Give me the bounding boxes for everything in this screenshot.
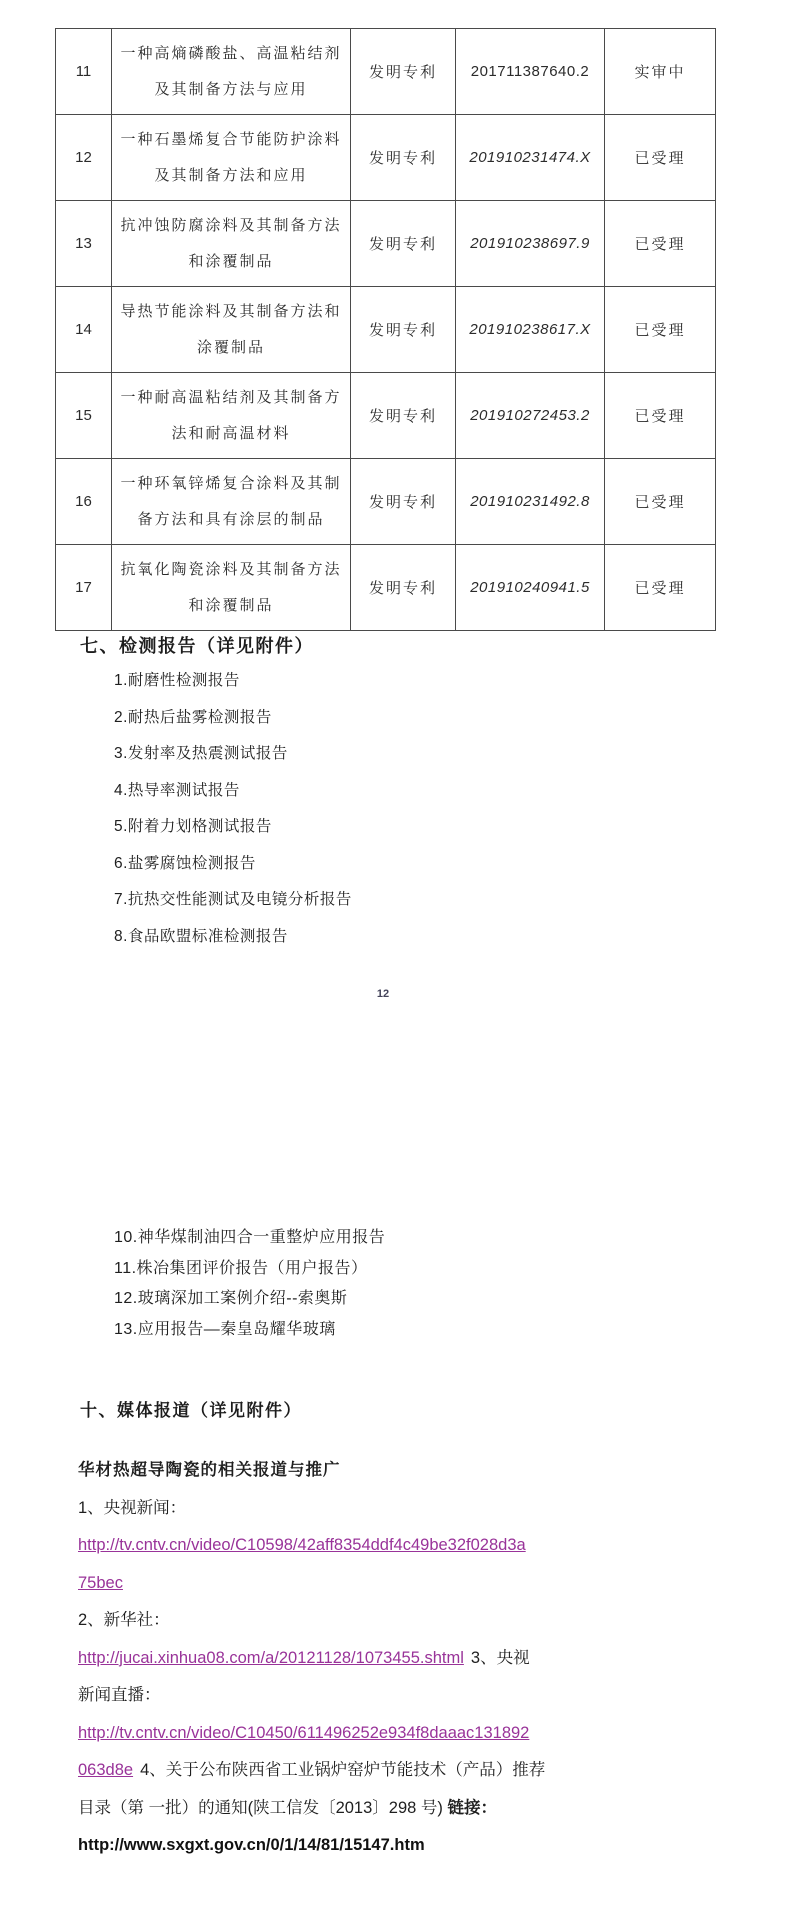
patent-type-cell: 发明专利 [351, 459, 456, 545]
patent-name-line1: 一种石墨烯复合节能防护涂料 [120, 130, 342, 148]
media-line [78, 1527, 758, 1565]
patent-index-cell: 15 [56, 373, 112, 459]
patent-number-cell: 201910272453.2 [456, 373, 605, 459]
table-row [56, 545, 716, 631]
table-row [56, 459, 716, 545]
patent-type-cell: 发明专利 [351, 29, 456, 115]
media-coverage-block [78, 1452, 758, 1865]
patent-number-cell: 201910231474.X [456, 115, 605, 201]
after-xinhua-text: 3、央视 [470, 1648, 530, 1667]
sxgxt-link[interactable]: http://www.sxgxt.gov.cn/0/1/14/81/15147.htm [78, 1836, 425, 1854]
media-line [78, 1827, 758, 1865]
patent-status-cell: 已受理 [605, 201, 716, 287]
patent-name-cell [112, 201, 351, 287]
patent-status-cell: 已受理 [605, 545, 716, 631]
patent-name-cell [112, 287, 351, 373]
cctv-news-link-part2[interactable]: 75bec [78, 1573, 123, 1592]
patent-status-cell: 已受理 [605, 373, 716, 459]
section-ten-heading: 十、媒体报道（详见附件） [80, 1401, 302, 1420]
list-item: 13.应用报告—秦皇岛耀华玻璃 [114, 1321, 336, 1339]
patent-name-cell [112, 545, 351, 631]
patent-name-line2: 和涂覆制品 [188, 596, 274, 614]
cctv-news-link-part1[interactable]: http://tv.cntv.cn/video/C10598/42aff8354ddf4c49be32f028d3a [78, 1536, 526, 1554]
patent-type-cell: 发明专利 [351, 201, 456, 287]
list-item: 7.抗热交性能测试及电镜分析报告 [114, 891, 352, 908]
media-heading: 华材热超导陶瓷的相关报道与推广 [78, 1461, 341, 1479]
list-item: 2.耐热后盐雾检测报告 [114, 708, 272, 726]
list-item: 4.热导率测试报告 [114, 781, 240, 799]
media-line-cctv-label: 1、央视新闻： [78, 1498, 187, 1517]
media-line-catalog [78, 1790, 758, 1828]
patent-name-line1: 抗氧化陶瓷涂料及其制备方法 [120, 560, 342, 578]
patent-number-cell: 201910231492.8 [456, 459, 605, 545]
patent-name-line1: 导热节能涂料及其制备方法和 [120, 302, 342, 320]
cctv-live-link-part2[interactable]: 063d8e [78, 1761, 134, 1779]
list-item: 1.耐磨性检测报告 [114, 672, 240, 689]
patent-type-cell: 发明专利 [351, 287, 456, 373]
list-item: 3.发射率及热震测试报告 [114, 745, 288, 762]
catalog-link-label: 链接： [447, 1798, 497, 1817]
media-line [78, 1640, 758, 1678]
patent-status-cell: 已受理 [605, 459, 716, 545]
patent-name-cell [112, 373, 351, 459]
section-seven-heading: 七、检测报告（详见附件） [80, 636, 314, 656]
table-row [56, 287, 716, 373]
media-line-live-label: 新闻直播： [78, 1686, 161, 1704]
patent-name-line1: 一种高熵磷酸盐、高温粘结剂 [120, 44, 342, 62]
cctv-live-link-part1[interactable]: http://tv.cntv.cn/video/C10450/611496252e934f8daaac131892 [78, 1723, 530, 1742]
application-report-list [114, 1223, 385, 1346]
patent-name-line2: 法和耐高温材料 [171, 424, 291, 442]
media-line [78, 1752, 758, 1790]
catalog-text: 目录（第 一批）的通知(陕工信发〔2013〕298 号) [78, 1798, 448, 1817]
patent-number-cell: 201910238697.9 [456, 201, 605, 287]
patent-name-line2: 涂覆制品 [196, 338, 265, 356]
after-live-text: 4、关于公布陕西省工业锅炉窑炉节能技术（产品）推荐 [140, 1761, 546, 1779]
patent-name-line2: 及其制备方法与应用 [154, 80, 308, 98]
list-item: 8.食品欧盟标准检测报告 [114, 927, 288, 945]
patent-status-cell: 已受理 [605, 115, 716, 201]
page-number: 12 [376, 988, 390, 1000]
list-item: 6.盐雾腐蚀检测报告 [114, 854, 256, 872]
patent-number-cell: 201910240941.5 [456, 545, 605, 631]
patent-name-line1: 一种环氧锌烯复合涂料及其制 [120, 474, 342, 492]
table-row [56, 115, 716, 201]
xinhua-link[interactable]: http://jucai.xinhua08.com/a/20121128/1073455.shtml [78, 1648, 464, 1667]
patent-type-cell: 发明专利 [351, 545, 456, 631]
patent-number-cell: 201910238617.X [456, 287, 605, 373]
table-row [56, 201, 716, 287]
patent-table [55, 28, 716, 631]
patent-name-cell [112, 115, 351, 201]
patent-name-line2: 备方法和具有涂层的制品 [137, 510, 325, 528]
test-report-list [114, 663, 352, 955]
patent-name-cell [112, 459, 351, 545]
patent-name-line1: 抗冲蚀防腐涂料及其制备方法 [120, 216, 342, 234]
table-row [56, 373, 716, 459]
patent-name-line2: 和涂覆制品 [188, 252, 274, 270]
patent-name-line2: 及其制备方法和应用 [154, 166, 308, 184]
list-item: 10.神华煤制油四合一重整炉应用报告 [114, 1229, 386, 1246]
patent-index-cell: 11 [56, 29, 112, 115]
patent-name-line1: 一种耐高温粘结剂及其制备方 [120, 388, 342, 406]
patent-type-cell: 发明专利 [351, 373, 456, 459]
media-line [78, 1565, 758, 1603]
table-row [56, 29, 716, 115]
patent-index-cell: 13 [56, 201, 112, 287]
patent-index-cell: 14 [56, 287, 112, 373]
patent-name-cell [112, 29, 351, 115]
list-item: 11.株冶集团评价报告（用户报告） [114, 1259, 368, 1277]
patent-index-cell: 16 [56, 459, 112, 545]
patent-status-cell: 已受理 [605, 287, 716, 373]
patent-index-cell: 17 [56, 545, 112, 631]
list-item: 5.附着力划格测试报告 [114, 818, 272, 835]
list-item: 12.玻璃深加工案例介绍--索奥斯 [114, 1290, 348, 1308]
patent-number-cell: 201711387640.2 [456, 29, 605, 115]
patent-type-cell: 发明专利 [351, 115, 456, 201]
patent-index-cell: 12 [56, 115, 112, 201]
patent-status-cell: 实审中 [605, 29, 716, 115]
media-line-xinhua-label: 2、新华社： [78, 1611, 170, 1629]
media-line [78, 1715, 758, 1753]
